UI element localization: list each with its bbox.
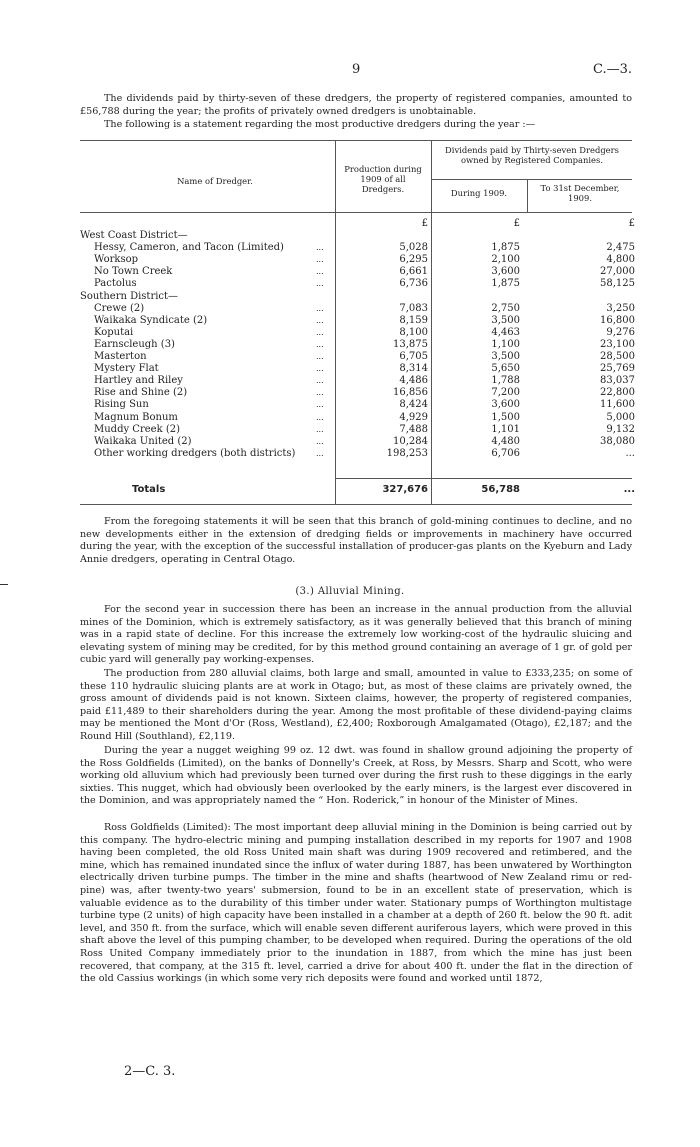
leader-dots: ...: [316, 339, 324, 349]
totals-to-date: ...: [623, 484, 635, 495]
margin-mark: [0, 584, 8, 585]
table-row: [80, 387, 635, 399]
production-value: 16,856: [393, 387, 428, 399]
leader-dots: ...: [316, 315, 324, 325]
intro-paragraph-1: The dividends paid by thirty-seven of these dredgers, the property of registered companies, amounted to £56,788 during the year; the profits of privately owned dredgers is unobtainable.: [80, 93, 632, 117]
dredger-name: Rise and Shine (2): [94, 387, 188, 399]
table-row: [80, 266, 635, 278]
dredger-name: Waikaka Syndicate (2): [94, 314, 208, 326]
dividend-1909-value: 3,600: [491, 266, 520, 278]
header-production: Production during 1909 of all Dredgers.: [344, 164, 422, 194]
table-row: [80, 411, 635, 424]
production-value: 5,028: [399, 242, 428, 254]
alluvial-paragraph-4: Ross Goldfields (Limited): The most important deep alluvial mining in the Dominion is being carried out by this company. The hydro-electric mining and pumping installation described in my reports for 1907 and 1908 having been completed, the old Ross United main shaft was during 1909 recovered and retimbered, and the mine, which has remained inundated since the influx of water during 1887, has been unwatered by Worthington electrically driven turbine pumps. The timber in the mine and shafts (heartwood of New Zealand rimu or red-pine) was, after twenty-two years' submersion, found to be in an excellent state of preservation, which is valuable evidence as to the durability of this timber under water. Stationary pumps of Worthington multistage turbine type (2 units) of high capacity have been installed in a chamber at a depth of 260 ft. below the 90 ft. adit level, and 350 ft. from the surface, which will enable seven different auriferous layers, which were proved in this shaft above the level of this pumping chamber, to be developed when required. During the operations of the old Ross United Company immediately prior to the inundation in 1887, from which the mine has just been recovered, that company, at the 315 ft. level, carried a drive for about 400 ft. under the flat in the direction of the old Cassius workings (in which some very rich deposits were found and worked until 1872,: [80, 822, 632, 985]
dividend-1909-value: 6,706: [491, 447, 520, 459]
alluvial-paragraph-2: The production from 280 alluvial claims, both large and small, amounted in value to £333,235; on some of these 110 hydraulic sluicing plants are at work in Otago; but, as most of these claims are privately owned, the gross amount of dividends paid is not known. Sixteen claims, however, the property of registered companies, paid £11,489 to their shareholders during the year. Among the most profitable of these dividend-paying claims may be mentioned the Mont d'Or (Ross, Westland), £2,400; Roxborough Amalgamated (Otago), £2,187; and the Round Hill (Southland), £2,119.: [80, 668, 632, 742]
production-value: 8,424: [399, 399, 428, 411]
section-heading: (3.) Alluvial Mining.: [295, 586, 405, 597]
dredger-name: Hartley and Riley: [94, 375, 183, 387]
dividend-to-date-value: ...: [625, 447, 635, 459]
district-label: Southern District—: [80, 290, 179, 302]
dividend-1909-value: 4,480: [491, 435, 520, 447]
table-subheader-rule: [431, 179, 632, 180]
leader-dots: ...: [316, 267, 324, 277]
table-divider-2: [431, 140, 432, 212]
production-value: 7,488: [399, 423, 428, 435]
dividend-to-date-value: 11,600: [600, 399, 635, 411]
production-value: 6,661: [399, 266, 428, 278]
leader-dots: ...: [316, 303, 324, 313]
leader-dots: ...: [316, 400, 324, 410]
dividend-1909-value: 2,100: [491, 254, 520, 266]
dividend-to-date-value: 23,100: [600, 338, 635, 350]
dividend-to-date-value: 3,250: [606, 302, 635, 314]
dividend-to-date-value: 25,769: [600, 363, 635, 375]
table-row: [80, 435, 635, 448]
totals-production: 327,676: [382, 484, 428, 495]
dredger-name: Magnum Bonum: [94, 411, 178, 423]
dividend-to-date-value: 5,000: [606, 411, 635, 423]
production-value: 8,314: [399, 363, 428, 375]
dividend-1909-value: 1,788: [491, 375, 520, 387]
leader-dots: ...: [316, 243, 324, 253]
dividend-1909-value: 1,875: [491, 242, 520, 254]
header-name-of-dredger: Name of Dredger.: [177, 176, 253, 186]
dredger-name: Mystery Flat: [94, 363, 159, 375]
production-value: 6,295: [399, 254, 428, 266]
table-row: [80, 278, 635, 290]
dividend-1909-value: 1,500: [491, 411, 520, 423]
table-row: [80, 314, 635, 327]
dividend-1909-value: 1,101: [491, 423, 520, 435]
dividend-to-date-value: 9,276: [606, 326, 635, 338]
table-header-rule: [80, 212, 632, 213]
dividend-to-date-value: 4,800: [606, 254, 635, 266]
dredger-name: Hessy, Cameron, and Tacon (Limited): [94, 242, 284, 254]
header-to-date: To 31st December, 1909.: [540, 183, 620, 203]
production-value: 8,100: [399, 326, 428, 338]
table-row: [80, 423, 635, 436]
dredger-name: Koputai: [94, 326, 134, 338]
dredger-name: Earnscleugh (3): [94, 338, 175, 350]
dredger-name: No Town Creek: [94, 266, 173, 278]
table-row: [80, 230, 632, 242]
leader-dots: ...: [316, 436, 324, 446]
dividend-to-date-value: 83,037: [600, 375, 635, 387]
alluvial-paragraph-1: For the second year in succession there has been an increase in the annual production from the alluvial mines of the Dominion, which is extremely satisfactory, as it was generally believed that this branch of mining was in a rapid state of decline. For this increase the extremely low working-cost of the hydraulic sluicing and elevating system of mining may be credited, for by this method ground containing an average of 1 gr. of gold per cubic yard will generally pay working-expenses.: [80, 604, 632, 666]
dividend-1909-value: 7,200: [491, 387, 520, 399]
dividend-1909-value: 2,750: [491, 302, 520, 314]
table-row: [80, 254, 635, 266]
dividend-to-date-value: 38,080: [600, 435, 635, 447]
table-row: [80, 338, 635, 351]
production-value: 7,083: [399, 302, 428, 314]
table-bottom-rule: [80, 504, 632, 505]
table-row: [80, 291, 632, 303]
production-value: 198,253: [386, 447, 428, 459]
dividend-1909-value: 4,463: [491, 326, 520, 338]
leader-dots: ...: [316, 352, 324, 361]
leader-dots: ...: [316, 412, 324, 422]
dredger-name: Masterton: [94, 351, 147, 362]
dividend-1909-value: 1,100: [491, 338, 520, 350]
dividend-to-date-value: 9,132: [606, 423, 635, 435]
table-row: [80, 375, 635, 387]
dividend-1909-value: 3,600: [491, 399, 520, 411]
dividend-to-date-value: 16,800: [600, 314, 635, 326]
district-label: West Coast District—: [80, 230, 188, 241]
production-value: 6,736: [399, 278, 428, 290]
table-row: [80, 351, 635, 363]
page-number: 9: [352, 62, 361, 77]
production-value: 4,486: [399, 375, 428, 387]
table-row: [80, 326, 635, 339]
currency-row: [80, 218, 635, 230]
table-divider-1: [335, 140, 336, 212]
footer-signature: 2—C. 3.: [124, 1064, 176, 1079]
dividend-1909-value: 3,500: [491, 351, 520, 362]
table-top-rule: [80, 140, 632, 141]
dividend-to-date-value: 28,500: [600, 351, 635, 362]
dividend-1909-value: 3,500: [491, 314, 520, 326]
table-divider-3: [527, 180, 528, 212]
after-table-paragraph: From the foregoing statements it will be seen that this branch of gold-mining continues to decline, and no new developments either in the extension of dredging fields or improvements in machinery have occurred during the year, with the exception of the successful installation of producer-gas plants on the Kyeburn and Lady Annie dredgers, operating in Central Otago.: [80, 516, 632, 565]
intro-paragraph-2: The following is a statement regarding the most productive dredgers during the year :—: [104, 119, 536, 130]
dredger-name: Other working dredgers (both districts): [94, 447, 296, 459]
production-value: 13,875: [393, 338, 428, 350]
currency-symbol: £: [421, 218, 428, 229]
totals-rule: [335, 478, 632, 479]
dividend-to-date-value: 27,000: [600, 266, 635, 278]
dredger-name: Pactolus: [94, 278, 137, 290]
totals-dividends: 56,788: [481, 484, 520, 495]
alluvial-paragraph-3: During the year a nugget weighing 99 oz. 12 dwt. was found in shallow ground adjoining the property of the Ross Goldfields (Limited), on the banks of Donnelly's Creek, at Ross, by Messrs. Sharp and Scott, who were working old alluvium which had previously been turned over during the first rush to these diggings in the early sixties. This nugget, which had obviously been overlooked by the early miners, is the largest ever discovered in the Dominion, and was appropriately named the “ Hon. Roderick,” in honour of the Minister of Mines.: [80, 745, 632, 807]
dividend-1909-value: 1,875: [491, 278, 520, 290]
table-row: [80, 302, 635, 315]
leader-dots: ...: [316, 388, 324, 398]
production-value: 8,159: [399, 314, 428, 326]
dredger-name: Muddy Creek (2): [94, 423, 180, 435]
table-row: [80, 399, 635, 411]
leader-dots: ...: [316, 448, 324, 458]
dividend-to-date-value: 22,800: [600, 387, 635, 399]
dredger-name: Worksop: [94, 254, 139, 266]
production-value: 10,284: [393, 435, 428, 447]
header-dividends-group: Dividends paid by Thirty-seven Dredgers owned by Registered Companies.: [445, 145, 619, 165]
table-row: [80, 447, 635, 460]
production-value: 6,705: [399, 351, 428, 362]
dredger-name: Crewe (2): [94, 302, 145, 314]
currency-symbol: £: [513, 218, 520, 229]
section-reference: C.—3.: [593, 62, 633, 77]
totals-row: [80, 484, 635, 496]
table-row: [80, 363, 635, 375]
currency-symbol: £: [628, 218, 635, 229]
leader-dots: ...: [316, 424, 324, 434]
production-value: 4,929: [399, 411, 428, 423]
leader-dots: ...: [316, 279, 324, 289]
leader-dots: ...: [316, 376, 324, 386]
leader-dots: ...: [316, 364, 324, 374]
leader-dots: ...: [316, 327, 324, 337]
dividend-to-date-value: 58,125: [600, 278, 635, 290]
table-row: [80, 242, 635, 254]
dredger-name: Rising Sun: [94, 399, 149, 411]
header-during-1909: During 1909.: [450, 188, 508, 198]
dividend-to-date-value: 2,475: [606, 242, 635, 254]
dredger-name: Waikaka United (2): [94, 435, 192, 447]
leader-dots: ...: [316, 255, 324, 265]
dividend-1909-value: 5,650: [491, 363, 520, 375]
totals-label: Totals: [132, 484, 166, 495]
